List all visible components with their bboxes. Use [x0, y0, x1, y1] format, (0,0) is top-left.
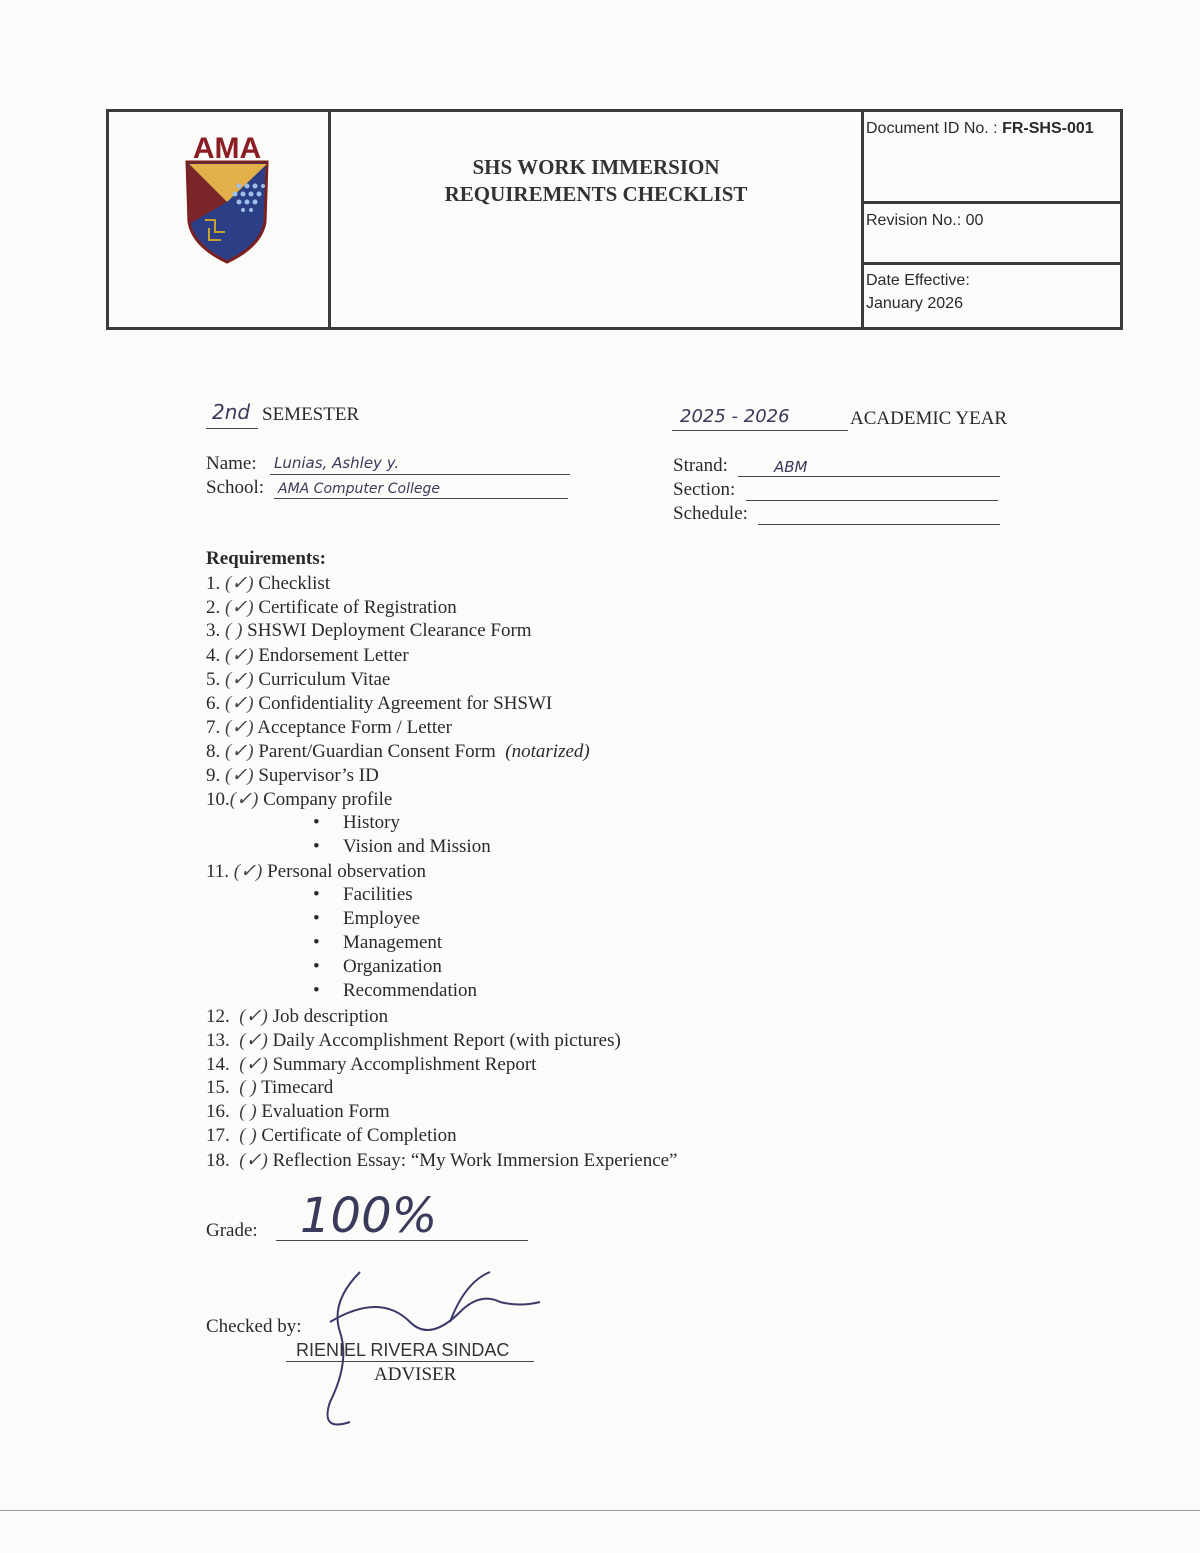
ama-logo-icon — [181, 124, 273, 264]
meta-cell — [864, 112, 1120, 327]
name-underline — [270, 474, 570, 475]
requirement-item: 6. (✓) Confidentiality Agreement for SHSWI — [206, 693, 553, 714]
requirement-item: 9. (✓) Supervisor’s ID — [206, 765, 379, 786]
title-cell — [331, 112, 864, 327]
requirement-item: 10.(✓) Company profile — [206, 789, 393, 810]
doc-id-label: Document ID No. : — [866, 120, 998, 137]
requirement-item: 1. (✓) Checklist — [206, 573, 331, 594]
strand-value: ABM — [774, 458, 808, 476]
observation-sub-item: • Employee — [343, 908, 420, 930]
scan-edge-line — [0, 1510, 1200, 1511]
date-value: January 2026 — [866, 295, 963, 312]
section-underline — [746, 500, 998, 501]
school-value: AMA Computer College — [278, 481, 440, 497]
requirement-item: 14. (✓) Summary Accomplishment Report — [206, 1054, 537, 1075]
date-effective-row — [864, 265, 1120, 327]
title-line-1: SHS WORK IMMERSION — [472, 155, 720, 179]
requirement-item: 18. (✓) Reflection Essay: “My Work Immersion Experience” — [206, 1150, 678, 1171]
requirement-item: 4. (✓) Endorsement Letter — [206, 645, 409, 666]
school-underline — [274, 498, 568, 499]
academic-year-label: ACADEMIC YEAR — [850, 408, 1008, 429]
observation-sub-item: • Management — [343, 932, 442, 954]
requirement-item: 17. ( ) Certificate of Completion — [206, 1125, 457, 1146]
schedule-label: Schedule: — [673, 503, 748, 524]
grade-value: 100% — [300, 1188, 438, 1244]
academic-year-value: 2025 - 2026 — [680, 406, 790, 427]
academic-year-underline — [672, 430, 848, 431]
section-label: Section: — [673, 479, 736, 500]
observation-sub-item: • Recommendation — [343, 980, 477, 1002]
strand-underline — [738, 476, 1000, 477]
name-value: Lunias, Ashley y. — [274, 454, 400, 472]
doc-id-value: FR-SHS-001 — [1002, 120, 1094, 137]
school-label: School: — [206, 477, 265, 498]
observation-sub-item: • Organization — [343, 956, 442, 978]
adviser-name: RIENIEL RIVERA SINDAC — [296, 1340, 510, 1360]
adviser-role: ADVISER — [374, 1364, 457, 1385]
date-label: Date Effective: — [866, 272, 970, 289]
semester-underline — [206, 428, 258, 429]
logo-text: AMA — [192, 132, 262, 165]
observation-sub-item: • Facilities — [343, 884, 413, 906]
document-title — [331, 154, 861, 208]
requirement-item: 16. ( ) Evaluation Form — [206, 1101, 390, 1122]
checked-by-label: Checked by: — [206, 1316, 302, 1337]
grade-underline — [276, 1240, 528, 1241]
requirement-item: 15. ( ) Timecard — [206, 1077, 334, 1098]
notarized-note: (notarized) — [505, 741, 590, 762]
document-header — [106, 109, 1123, 330]
requirement-item: 3. ( ) SHSWI Deployment Clearance Form — [206, 620, 532, 641]
company-sub-item: • History — [343, 812, 400, 834]
adviser-underline — [286, 1361, 534, 1362]
schedule-underline — [758, 524, 1000, 525]
requirement-item: 8. (✓) Parent/Guardian Consent Form (notarized) — [206, 741, 590, 762]
requirement-item: 7. (✓) Acceptance Form / Letter — [206, 717, 452, 738]
revision-row: Revision No.: 00 — [864, 204, 1120, 265]
requirement-item: 13. (✓) Daily Accomplishment Report (with pictures) — [206, 1030, 621, 1051]
strand-label: Strand: — [673, 455, 728, 476]
requirement-item: 2. (✓) Certificate of Registration — [206, 597, 457, 618]
requirement-item: 12. (✓) Job description — [206, 1006, 389, 1027]
logo-cell — [109, 112, 331, 327]
company-sub-item: • Vision and Mission — [343, 836, 491, 858]
grade-label: Grade: — [206, 1220, 258, 1241]
title-line-2: REQUIREMENTS CHECKLIST — [444, 182, 748, 206]
requirement-item: 11. (✓) Personal observation — [206, 861, 426, 882]
requirement-item: 5. (✓) Curriculum Vitae — [206, 669, 391, 690]
requirements-title: Requirements: — [206, 548, 326, 569]
name-label: Name: — [206, 453, 257, 474]
semester-value: 2nd — [212, 400, 251, 424]
semester-label: SEMESTER — [262, 404, 360, 425]
doc-id-row — [864, 112, 1120, 204]
